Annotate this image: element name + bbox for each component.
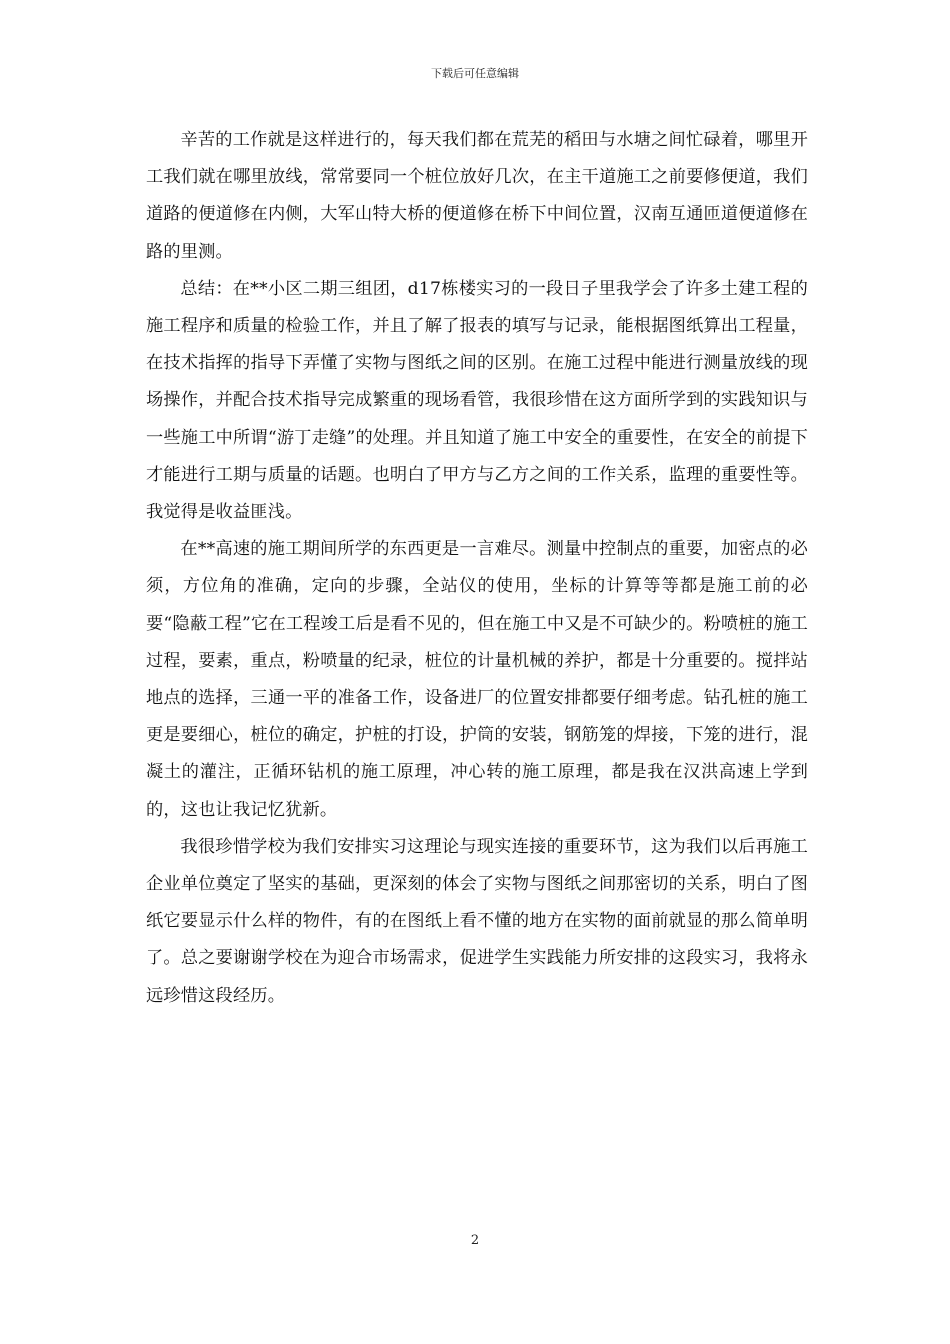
document-body: [146, 122, 808, 1015]
paragraph-1: 辛苦的工作就是这样进行的，每天我们都在荒芜的稻田与水塘之间忙碌着，哪里开工我们就在哪里放线，常常要同一个桩位放好几次，在主干道施工之前要修便道，我们道路的便道修在内侧，大军山特大桥的便道修在桥下中间位置，汉南互通匝道便道修在路的里测。: [146, 130, 808, 262]
page-number: 2: [470, 1233, 480, 1248]
paragraph-3: 在**高速的施工期间所学的东西更是一言难尽。测量中控制点的重要，加密点的必须，方位角的准确，定向的步骤，全站仪的使用，坐标的计算等等都是施工前的必要“隐蔽工程”它在工程竣工后是看不见的，但在施工中又是不可缺少的。粉喷桩的施工过程，要素，重点，粉喷量的纪录，桩位的计量机械的养护，都是十分重要的。搅拌站地点的选择，三通一平的准备工作，设备进厂的位置安排都要仔细考虑。钻孔桩的施工更是要细心，桩位的确定，护桩的打设，护筒的安装，钢筋笼的焊接，下笼的进行，混凝土的灌注，正循环钻机的施工原理，冲心转的施工原理，都是我在汉洪高速上学到的，这也让我记忆犹新。: [146, 539, 808, 820]
page-header-note: 下载后可任意编辑: [431, 67, 519, 80]
paragraph-4: 我很珍惜学校为我们安排实习这理论与现实连接的重要环节，这为我们以后再施工企业单位奠定了坚实的基础，更深刻的体会了实物与图纸之间那密切的关系，明白了图纸它要显示什么样的物件，有的在图纸上看不懂的地方在实物的面前就显的那么简单明了。总之要谢谢学校在为迎合市场需求，促进学生实践能力所安排的这段实习，我将永远珍惜这段经历。: [146, 836, 808, 1006]
paragraph-2: 总结：在**小区二期三组团，d17栋楼实习的一段日子里我学会了许多土建工程的施工程序和质量的检验工作，并且了解了报表的填写与记录，能根据图纸算出工程量，在技术指挥的指导下弄懂了实物与图纸之间的区别。在施工过程中能进行测量放线的现场操作，并配合技术指导完成繁重的现场看管，我很珍惜在这方面所学到的实践知识与一些施工中所谓“游丁走缝”的处理。并且知道了施工中安全的重要性，在安全的前提下才能进行工期与质量的话题。也明白了甲方与乙方之间的工作关系，监理的重要性等。我觉得是收益匪浅。: [146, 278, 808, 523]
